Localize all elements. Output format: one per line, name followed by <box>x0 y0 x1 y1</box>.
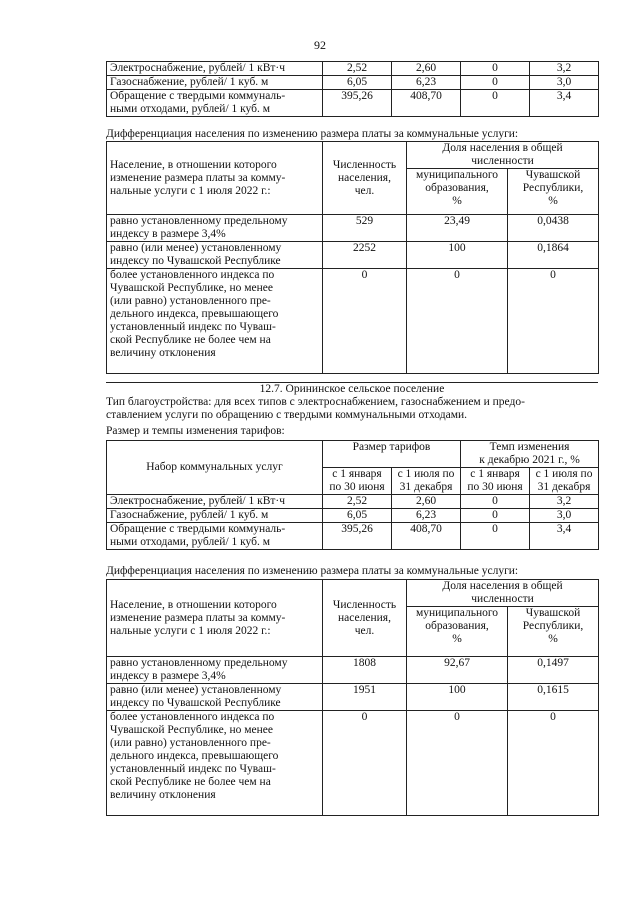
population-table-2 <box>106 579 598 816</box>
table-row: Обращение с твердыми коммуналь- ными отходами, рублей/ 1 куб. м 395,26 408,70 0 3,4 <box>107 90 599 117</box>
pop-header-republic: Чувашской Республики, % <box>508 607 599 657</box>
diff-heading-2: Дифференциация населения по изменению размера платы за коммунальные услуги: <box>106 565 519 577</box>
tariff-name: Газоснабжение, рублей/ 1 куб. м <box>107 76 323 90</box>
table-row: Электроснабжение, рублей/ 1 кВт·ч 2,52 2,60 0 3,2 <box>107 495 599 509</box>
pop-header-republic: Чувашской Республики, % <box>508 169 599 215</box>
table-row: равно установленному предельному индексу в размере 3,4% 1808 92,67 0,1497 <box>107 657 599 684</box>
pop-header-share: Доля населения в общей численности <box>407 142 599 169</box>
diff-heading: Дифференциация населения по изменению размера платы за коммунальные услуги: <box>106 128 519 140</box>
pop-header-share: Доля населения в общей численности <box>407 580 599 607</box>
table-row: Электроснабжение, рублей/ 1 кВт·ч 2,52 2,60 0 3,2 <box>107 62 599 76</box>
tariff-name: Обращение с твердыми коммуналь- ными отходами, рублей/ 1 куб. м <box>107 90 323 117</box>
pop-header-population: Население, в отношении которого изменение размера платы за комму- нальные услуги с 1 июля 2022 г.: <box>107 142 323 215</box>
section-description: Тип благоустройства: для всех типов с электроснабжением, газоснабжением и предо- ставлением услуги по обращению с твердыми коммунальными отходами. <box>106 396 525 421</box>
table-row: более установленного индекса по Чувашской Республике, но менее (или равно) установленного пре- дельного индекса, превышающего установленный индекс по Чуваш- ской Республике не более чем на величину отклонения 0 0 0 <box>107 269 599 374</box>
population-table-1 <box>106 141 598 374</box>
tariff-header-size: Размер тарифов <box>323 441 461 468</box>
tariff-table-continued <box>106 61 598 117</box>
tariff-table: Набор коммунальных услуг Размер тарифов Темп изменения к декабрю 2021 г., % с 1 января по 30 июня с 1 июля по 31 декабря с 1 января по 30 июня с 1 июля по 31 декабря Электроснабжение, рублей/ 1 кВт·ч 2,52 2,60 0 3,2 Газоснабжение, рублей/ 1 куб. м 6,05 6,23 0 3,0 Обращение с твердыми коммуналь- ными отходами, рублей/ 1 куб. м 395,26 408,70 0 3,4 <box>106 440 598 550</box>
pop-header-count: Численность населения, чел. <box>323 142 407 215</box>
table-row: Газоснабжение, рублей/ 1 куб. м 6,05 6,23 0 3,0 <box>107 76 599 90</box>
tariff-name: Электроснабжение, рублей/ 1 кВт·ч <box>107 62 323 76</box>
pop-header-population: Население, в отношении которого изменение размера платы за комму- нальные услуги с 1 июля 2022 г.: <box>107 580 323 657</box>
table-row: Газоснабжение, рублей/ 1 куб. м 6,05 6,23 0 3,0 <box>107 509 599 523</box>
tariff-header-rate: Темп изменения к декабрю 2021 г., % <box>461 441 599 468</box>
table-row: равно (или менее) установленному индексу по Чувашской Республике 1951 100 0,1615 <box>107 684 599 711</box>
pop-header-municipal: муниципального образования, % <box>407 607 508 657</box>
table-row: более установленного индекса по Чувашской Республике, но менее (или равно) установленного пре- дельного индекса, превышающего установленный индекс по Чуваш- ской Республике не более чем на величину отклонения 0 0 0 <box>107 711 599 816</box>
table-row: равно установленному предельному индексу в размере 3,4% 529 23,49 0,0438 <box>107 215 599 242</box>
table-row: Обращение с твердыми коммуналь- ными отходами, рублей/ 1 куб. м 395,26 408,70 0 3,4 <box>107 523 599 550</box>
section-title: 12.7. Орининское сельское поселение <box>106 382 598 396</box>
page-number: 92 <box>314 38 326 52</box>
tariff-header-set: Набор коммунальных услуг <box>107 441 323 495</box>
tariff-subheading: Размер и темпы изменения тарифов: <box>106 425 285 437</box>
table-row: равно (или менее) установленному индексу по Чувашской Республике 2252 100 0,1864 <box>107 242 599 269</box>
pop-header-municipal: муниципального образования, % <box>407 169 508 215</box>
pop-header-count: Численность населения, чел. <box>323 580 407 657</box>
